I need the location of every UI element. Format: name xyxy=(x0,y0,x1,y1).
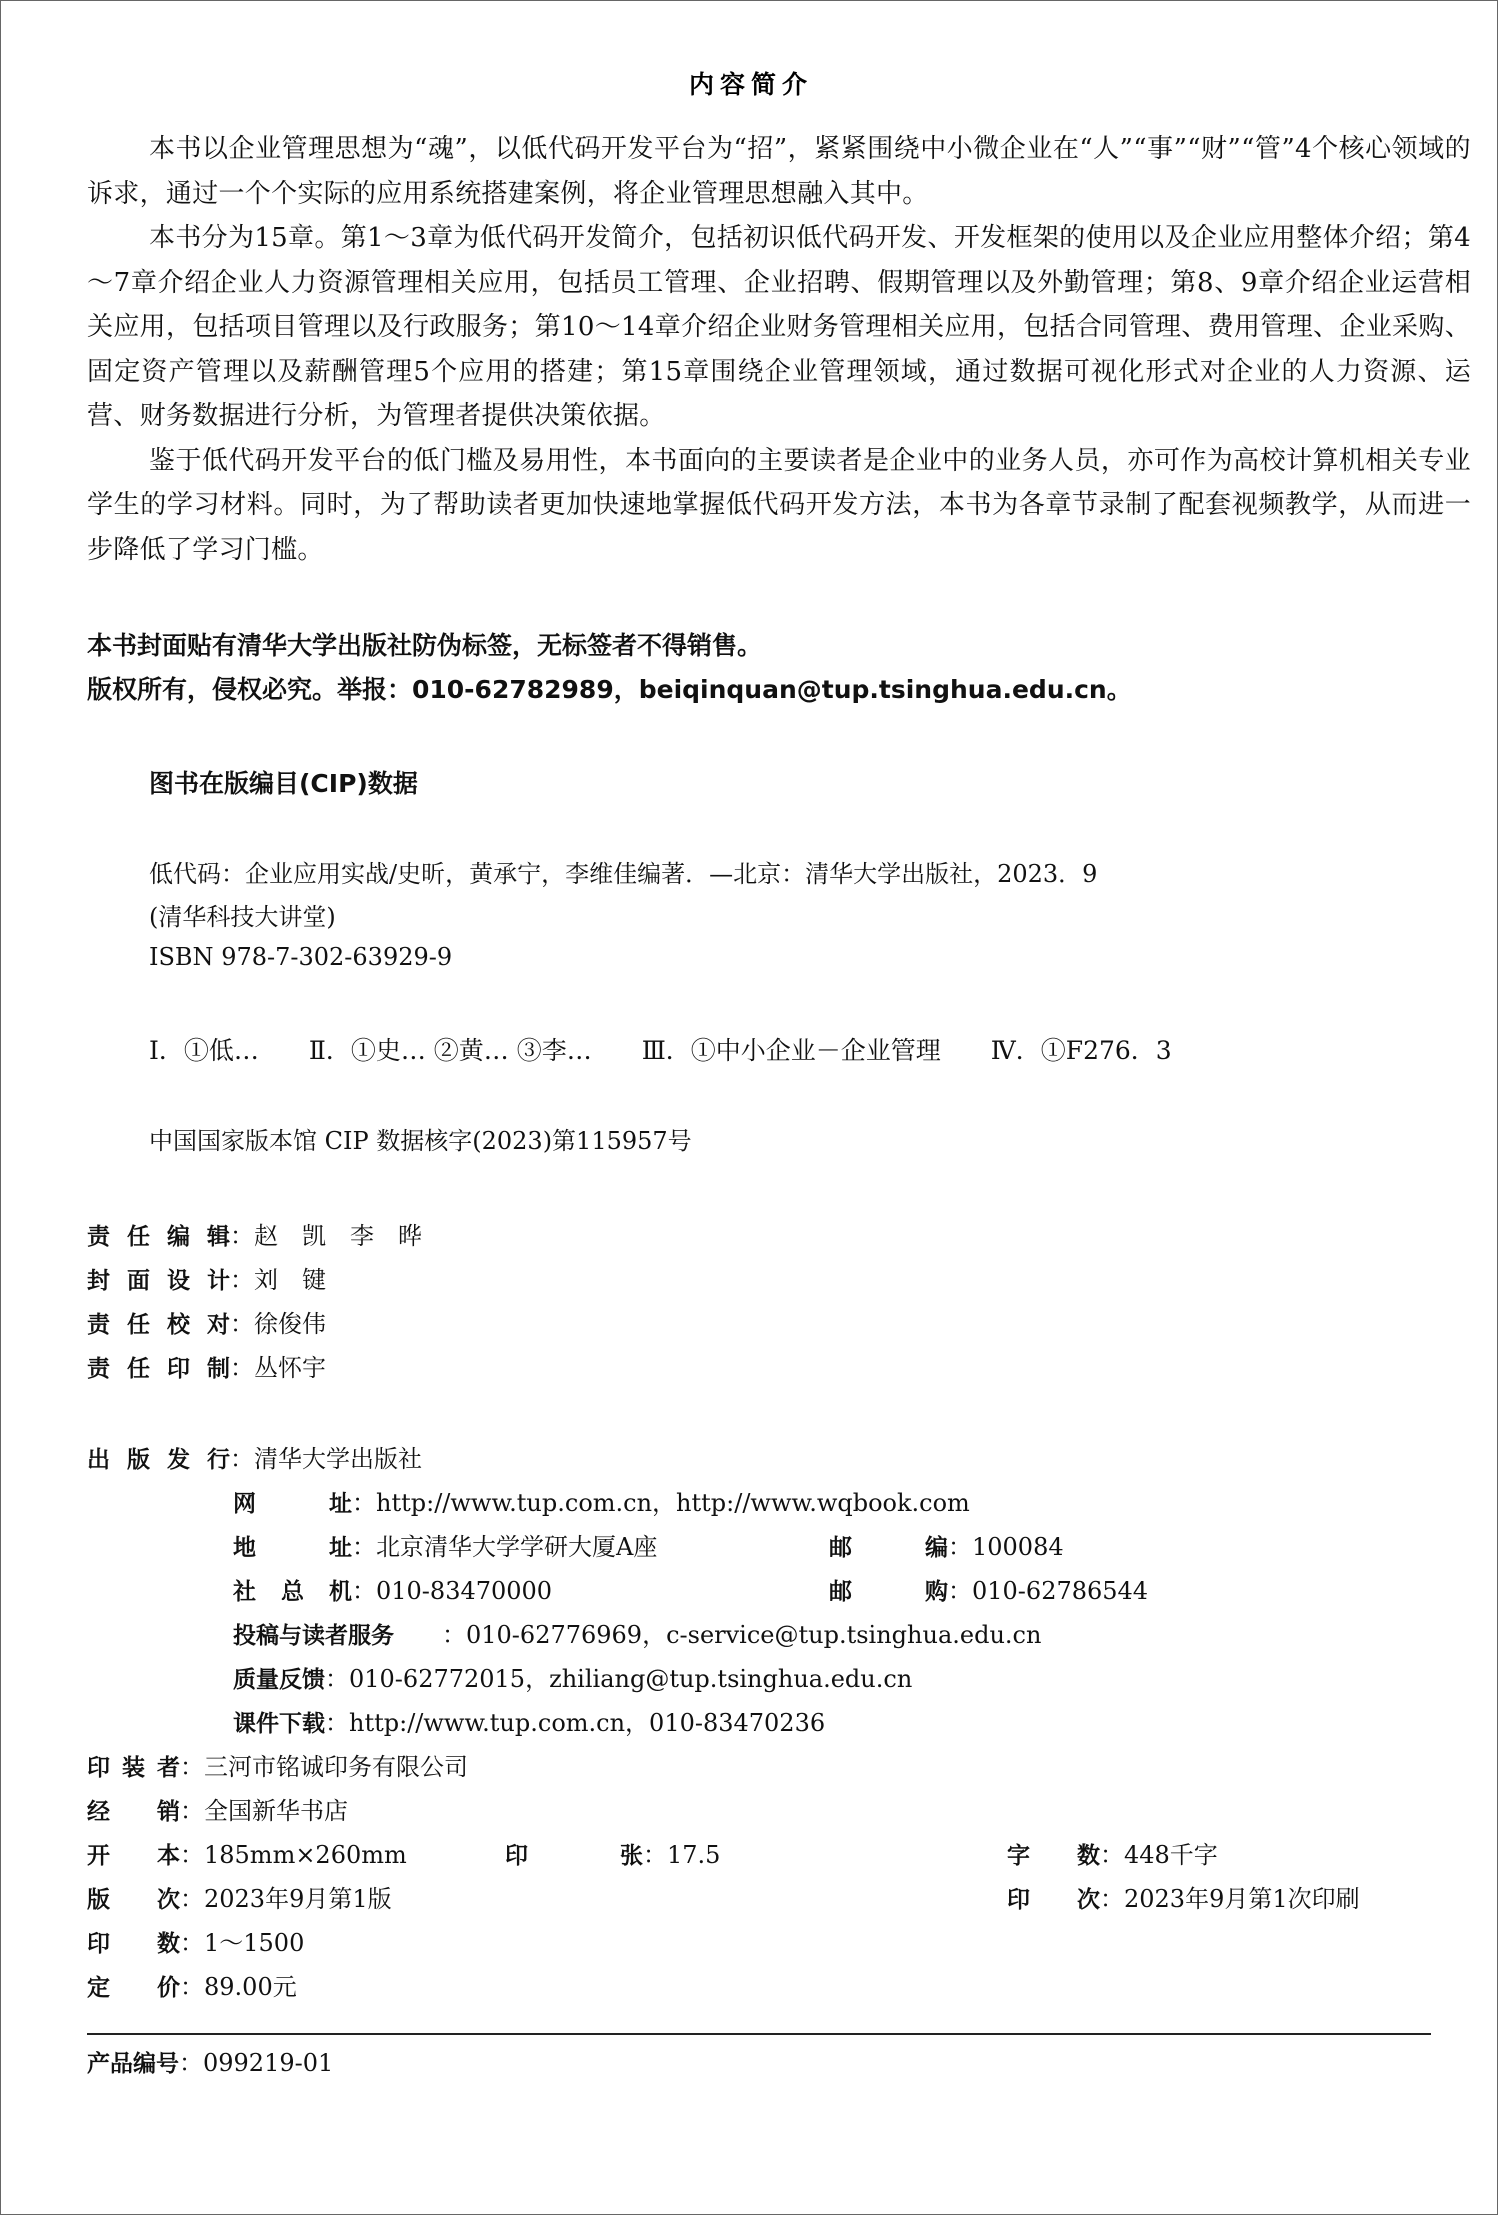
cip-category: Ⅳ．①F276．3 xyxy=(990,1036,1172,1065)
publisher-mail-order: 邮 购：010-62786544 xyxy=(829,1577,1149,1605)
publisher-switchboard: 社 总 机：010-83470000 xyxy=(233,1577,553,1605)
intro-paragraph: 本书分为15章。第1～3章为低代码开发简介，包括初识低代码开发、开发框架的使用以及企业应用整体介绍；第4～7章介绍企业人力资源管理相关应用，包括员工管理、企业招聘、假期管理以及外勤管理；第8、9章介绍企业运营相关应用，包括项目管理以及行政服务；第10～14章介绍企业财务管理相关应用，包括合同管理、费用管理、企业采购、固定资产管理以及薪酬管理5个应用的搭建；第15章围绕企业管理领域，通过数据可视化形式对企业的人力资源、运营、财务数据进行分析，为管理者提供决策依据。 xyxy=(87,223,1471,431)
cip-category: Ⅱ．①史… ②黄… ③李… xyxy=(308,1036,592,1065)
cip-record: 中国国家版本馆 CIP 数据核字(2023)第115957号 xyxy=(149,1127,692,1155)
publisher-address: 地 址：北京清华大学学研大厦A座 xyxy=(233,1533,658,1561)
cip-categories xyxy=(149,1031,1214,1067)
price: 定 价：89.00元 xyxy=(87,1973,297,2001)
page-heading: 内容简介 xyxy=(688,70,813,99)
cip-title: 图书在版编目(CIP)数据 xyxy=(149,769,418,798)
staff-editor: 责任编辑：赵 凯 李 晔 xyxy=(87,1222,422,1250)
anti-counterfeit-notice: 本书封面贴有清华大学出版社防伪标签，无标签者不得销售。 xyxy=(87,631,763,660)
word-count: 字 数：448千字 xyxy=(1007,1841,1218,1869)
edition: 版 次：2023年9月第1版 xyxy=(87,1885,392,1913)
intro-paragraph: 本书以企业管理思想为“魂”，以低代码开发平台为“招”，紧紧围绕中小微企业在“人”“事”“财”“管”4个核心领域的诉求，通过一个个实际的应用系统搭建案例，将企业管理思想融入其中。 xyxy=(87,134,1471,209)
cip-category: Ⅰ．①低… xyxy=(149,1036,259,1065)
product-code: 产品编号：099219-01 xyxy=(87,2049,334,2077)
publisher-website: 网 址：http://www.tup.com.cn，http://www.wqbook.com xyxy=(233,1489,970,1517)
staff-printing: 责任印制：丛怀宇 xyxy=(87,1354,326,1382)
cip-citation: 低代码：企业应用实战/史昕，黄承宁，李维佳编著．—北京：清华大学出版社，2023．9 xyxy=(149,860,1098,888)
publisher-service: 投稿与读者服务 ：010-62776969，c-service@tup.tsinghua.edu.cn xyxy=(233,1621,1042,1649)
staff-proofreader: 责任校对：徐俊伟 xyxy=(87,1310,326,1338)
staff-cover-design: 封面设计：刘 键 xyxy=(87,1266,326,1294)
intro-paragraph: 鉴于低代码开发平台的低门槛及易用性，本书面向的主要读者是企业中的业务人员，亦可作为高校计算机相关专业学生的学习材料。同时，为了帮助读者更加快速地掌握低代码开发方法，本书为各章节录制了配套视频教学，从而进一步降低了学习门槛。 xyxy=(87,445,1471,565)
cip-category: Ⅲ．①中小企业－企业管理 xyxy=(641,1036,941,1065)
printer: 印 装 者：三河市铭诚印务有限公司 xyxy=(87,1753,468,1781)
divider-line xyxy=(87,2033,1431,2035)
book-format: 开 本：185mm×260mm xyxy=(87,1841,407,1869)
cip-series: (清华科技大讲堂) xyxy=(149,903,336,931)
impression: 印 次：2023年9月第1次印刷 xyxy=(1007,1885,1360,1913)
print-run: 印 数：1～1500 xyxy=(87,1929,305,1957)
publisher: 出版发行：清华大学出版社 xyxy=(87,1445,422,1473)
intro-section xyxy=(87,127,1471,572)
copyright-notice: 版权所有，侵权必究。举报：010-62782989，beiqinquan@tup.tsinghua.edu.cn。 xyxy=(87,675,1132,704)
publisher-feedback: 质量反馈：010-62772015，zhiliang@tup.tsinghua.edu.cn xyxy=(233,1665,913,1693)
cip-isbn: ISBN 978-7-302-63929-9 xyxy=(149,943,453,971)
distributor: 经 销：全国新华书店 xyxy=(87,1797,348,1825)
publisher-postcode: 邮 编：100084 xyxy=(829,1533,1064,1561)
publisher-download: 课件下载：http://www.tup.com.cn，010-83470236 xyxy=(233,1709,826,1737)
printed-sheets: 印 张：17.5 xyxy=(505,1841,721,1869)
